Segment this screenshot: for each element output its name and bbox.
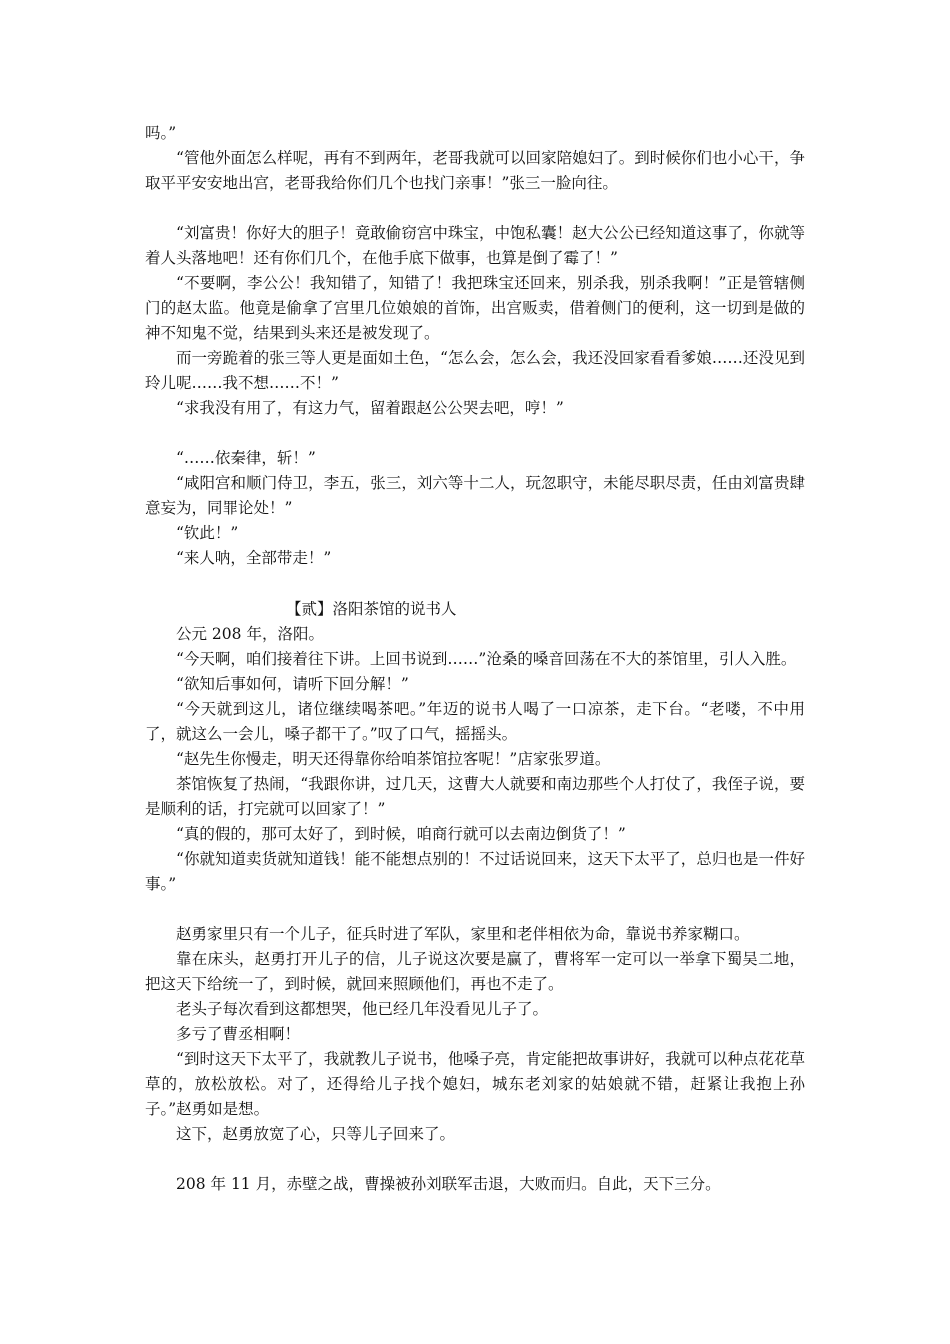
- paragraph: 208 年 11 月，赤壁之战，曹操被孙刘联军击退，大败而归。自此，天下三分。: [176, 1175, 721, 1193]
- blank-line: [145, 1147, 805, 1172]
- paragraph: “咸阳宫和顺门侍卫，李五，张三，刘六等十二人，玩忽职守，未能尽职尽责，任由刘富贵肆意妄为，同罪论处！”: [145, 474, 805, 517]
- paragraph: 吗。”: [145, 124, 177, 142]
- paragraph: 靠在床头，赵勇打开儿子的信，儿子说这次要是赢了，曹将军一定可以一举拿下蜀吴二地，把这天下给统一了，到时候，就回来照顾他们，再也不走了。: [145, 950, 805, 993]
- paragraph: “今天就到这儿，诸位继续喝茶吧。”年迈的说书人喝了一口凉茶，走下台。“老喽，不中用了，就这么一会儿，嗓子都干了。”叹了口气，摇摇头。: [145, 700, 805, 743]
- paragraph: 老头子每次看到这都想哭，他已经几年没看见儿子了。: [176, 1000, 549, 1018]
- paragraph: 赵勇家里只有一个儿子，征兵时进了军队，家里和老伴相依为命，靠说书养家糊口。: [176, 925, 750, 943]
- paragraph: 而一旁跪着的张三等人更是面如土色，“怎么会，怎么会，我还没回家看看爹娘……还没见到玲儿呢……我不想……不！”: [145, 349, 805, 392]
- paragraph: “管他外面怎么样呢，再有不到两年，老哥我就可以回家陪媳妇了。到时候你们也小心干，争取平平安安地出宫，老哥我给你们几个也找门亲事！”张三一脸向往。: [145, 149, 805, 192]
- paragraph: “求我没有用了，有这力气，留着跟赵公公哭去吧，哼！”: [176, 399, 564, 417]
- paragraph: “不要啊，李公公！我知错了，知错了！我把珠宝还回来，别杀我，别杀我啊！”正是管辖侧门的赵太监。他竟是偷拿了宫里几位娘娘的首饰，出宫贩卖，借着侧门的便利，这一切到是做的神不知鬼不觉，结果到头来还是被发现了。: [145, 274, 805, 342]
- section-heading: 【贰】洛阳茶馆的说书人: [286, 600, 457, 618]
- paragraph: “今天啊，咱们接着往下讲。上回书说到……”沧桑的嗓音回荡在不大的茶馆里，引人入胜。: [176, 650, 797, 668]
- paragraph: “钦此！”: [176, 524, 239, 542]
- paragraph: “到时这天下太平了，我就教儿子说书，他嗓子亮，肯定能把故事讲好，我就可以种点花花草草的，放松放松。对了，还得给儿子找个媳妇，城东老刘家的姑娘就不错，赶紧让我抱上孙子。”赵勇如是想。: [145, 1050, 805, 1118]
- text-block-upper: [145, 121, 805, 596]
- blank-line: [145, 196, 805, 221]
- paragraph: “赵先生你慢走，明天还得靠你给咱茶馆拉客呢！”店家张罗道。: [176, 750, 611, 768]
- paragraph: “你就知道卖货就知道钱！能不能想点别的！不过话说回来，这天下太平了，总归也是一件好事。”: [145, 850, 805, 893]
- section-body: [145, 622, 805, 1197]
- blank-line: [145, 897, 805, 922]
- paragraph: 这下，赵勇放宽了心，只等儿子回来了。: [176, 1125, 456, 1143]
- paragraph: “来人呐，全部带走！”: [176, 549, 332, 567]
- blank-line: [145, 421, 805, 446]
- blank-line: [145, 571, 805, 596]
- paragraph: 公元 208 年，洛阳。: [176, 625, 324, 643]
- paragraph: “……依秦律，斩！”: [176, 449, 316, 467]
- paragraph: “刘富贵！你好大的胆子！竟敢偷窃宫中珠宝，中饱私囊！赵大公公已经知道这事了，你就等着人头落地吧！还有你们几个，在他手底下做事，也算是倒了霉了！”: [145, 224, 805, 267]
- text-block-lower: [145, 597, 805, 1197]
- paragraph: 多亏了曹丞相啊！: [176, 1025, 301, 1043]
- paragraph: “欲知后事如何，请听下回分解！”: [176, 675, 409, 693]
- paragraph: “真的假的，那可太好了，到时候，咱商行就可以去南边倒货了！”: [176, 825, 626, 843]
- paragraph: 茶馆恢复了热闹，“我跟你讲，过几天，这曹大人就要和南边那些个人打仗了，我侄子说，要是顺利的话，打完就可以回家了！”: [145, 775, 805, 818]
